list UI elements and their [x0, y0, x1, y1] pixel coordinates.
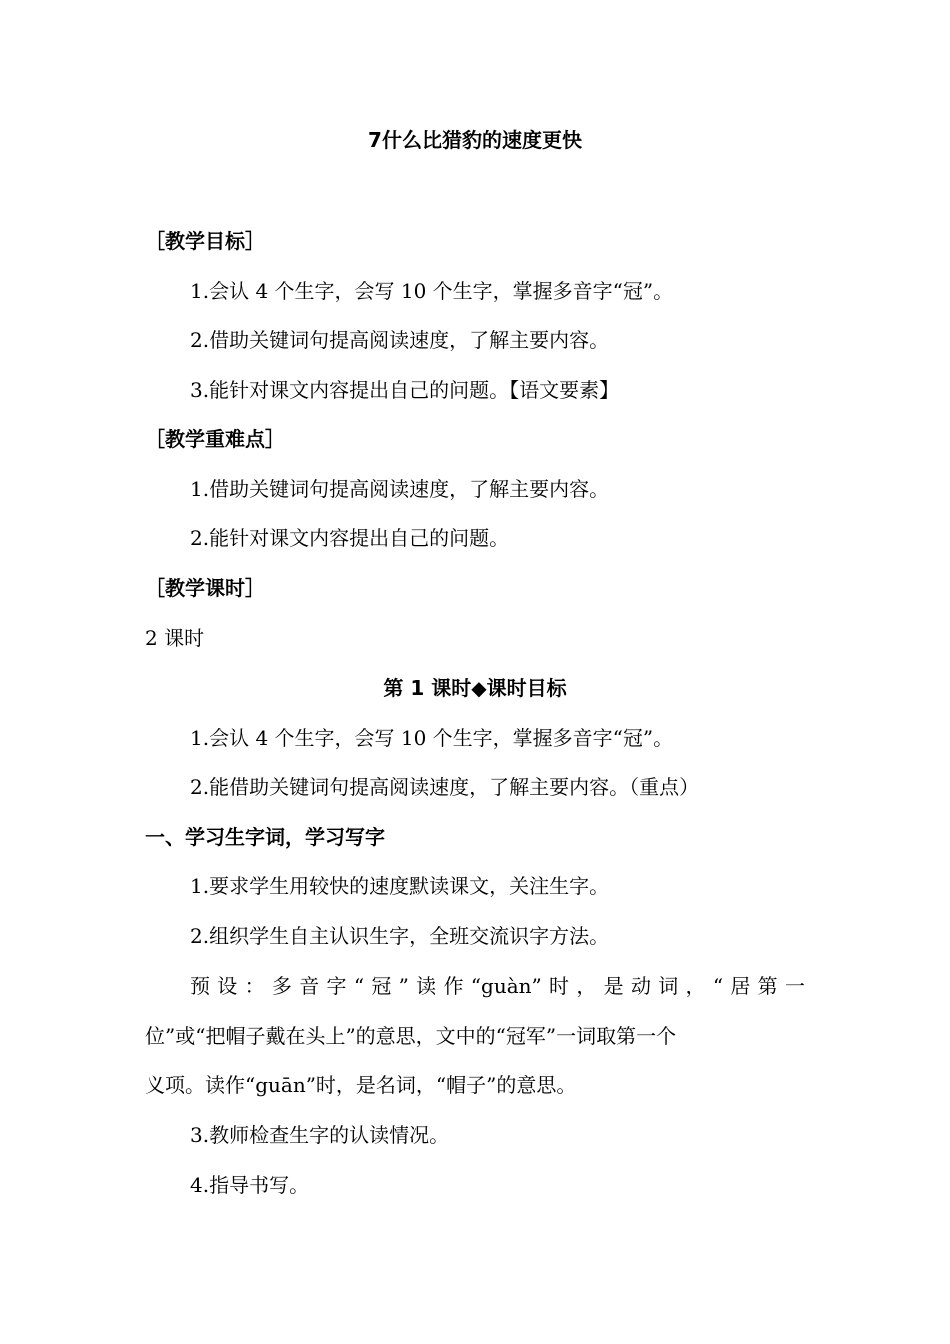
preset-line-3: 义项。读作“guān”时，是名词，“帽子”的意思。	[145, 1073, 577, 1097]
preset-line-2: 位”或“把帽子戴在头上”的意思，文中的“冠军”一词取第一个	[145, 1024, 677, 1048]
lesson1-goal-1: 1.会认 4 个生字，会写 10 个生字，掌握多音字“冠”。	[190, 726, 674, 750]
step-item-1: 1.要求学生用较快的速度默读课文，关注生字。	[190, 874, 610, 898]
goals-heading: ［教学目标］	[145, 229, 265, 253]
hours-heading: ［教学课时］	[145, 576, 265, 600]
step-item-4: 4.指导书写。	[190, 1173, 310, 1197]
key-point-item-1: 1.借助关键词句提高阅读速度，了解主要内容。	[190, 477, 610, 501]
goal-item-2: 2.借助关键词句提高阅读速度，了解主要内容。	[190, 328, 610, 352]
key-points-heading: ［教学重难点］	[145, 427, 285, 451]
step-item-2: 2.组织学生自主认识生字，全班交流识字方法。	[190, 924, 610, 948]
goal-item-3: 3.能针对课文内容提出自己的问题。【语文要素】	[190, 378, 620, 402]
preset-line-1: 预设：多音字“冠”读作“guàn”时，是动词，“居第一	[190, 974, 805, 998]
document-title: 7什么比猎豹的速度更快	[368, 128, 582, 152]
goal-item-1: 1.会认 4 个生字，会写 10 个生字，掌握多音字“冠”。	[190, 279, 674, 303]
step-item-3: 3.教师检查生字的认读情况。	[190, 1123, 450, 1147]
hours-value: 2 课时	[145, 626, 205, 650]
lesson1-heading: 第 1 课时◆课时目标	[383, 676, 567, 700]
part1-heading: 一、学习生字词，学习写字	[145, 825, 385, 849]
lesson1-goal-2: 2.能借助关键词句提高阅读速度，了解主要内容。（重点）	[190, 775, 700, 799]
key-point-item-2: 2.能针对课文内容提出自己的问题。	[190, 526, 510, 550]
